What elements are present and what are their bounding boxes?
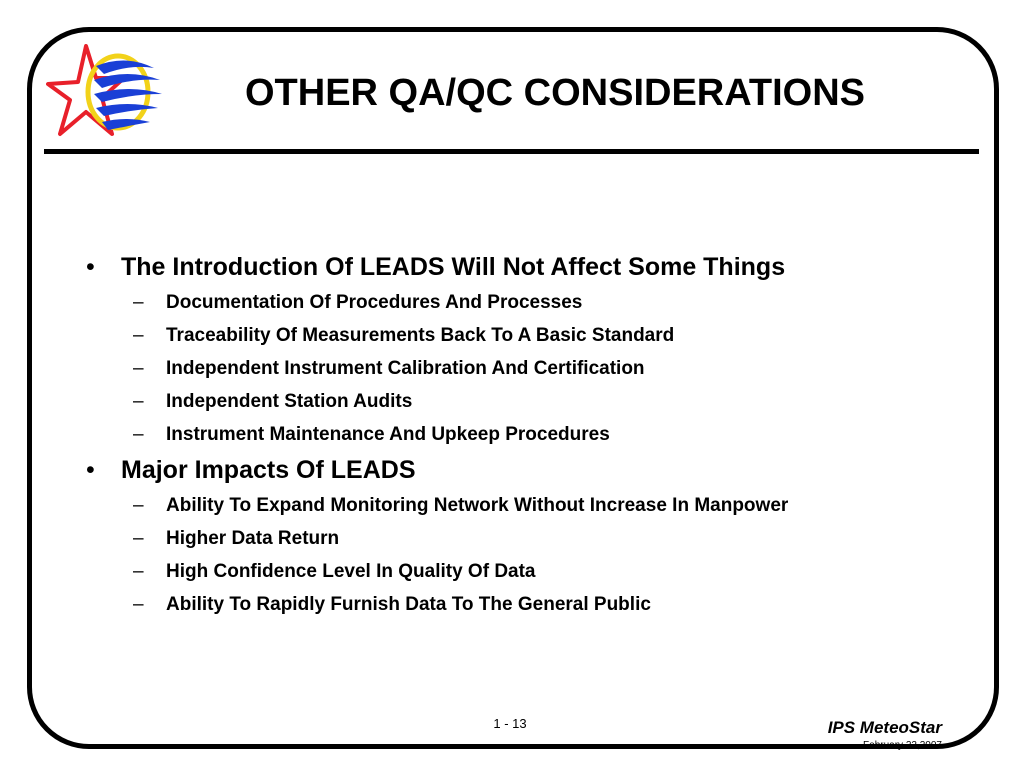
star-globe-logo-icon xyxy=(46,44,166,144)
page-number: 1 - 13 xyxy=(493,716,527,731)
sub-bullet-text: High Confidence Level In Quality Of Data xyxy=(166,561,536,582)
sub-bullet-text: Independent Instrument Calibration And Certification xyxy=(166,358,645,379)
sub-bullet-text: Ability To Expand Monitoring Network Without Increase In Manpower xyxy=(166,495,789,516)
sub-bullet-text: Instrument Maintenance And Upkeep Procedures xyxy=(166,424,610,445)
sub-bullet-mark: – xyxy=(133,292,144,313)
sub-bullet-mark: – xyxy=(133,325,144,346)
sub-bullet-item xyxy=(86,588,986,621)
footer-brand: IPS MeteoStar xyxy=(827,718,942,737)
bullet-list xyxy=(86,248,986,621)
bullet-mark: • xyxy=(86,456,95,484)
sub-bullet-text: Independent Station Audits xyxy=(166,391,413,412)
sub-bullet-item xyxy=(86,555,986,588)
slide-title: OTHER QA/QC CONSIDERATIONS xyxy=(245,72,865,114)
bullet-item xyxy=(86,451,986,489)
sub-bullet-text: Traceability Of Measurements Back To A Basic Standard xyxy=(166,325,675,346)
sub-bullet-mark: – xyxy=(133,495,144,516)
sub-bullet-item xyxy=(86,352,986,385)
sub-bullet-mark: – xyxy=(133,358,144,379)
bullet-text: The Introduction Of LEADS Will Not Affect Some Things xyxy=(121,253,786,281)
title-divider xyxy=(44,149,979,154)
bullet-mark: • xyxy=(86,253,95,281)
sub-bullet-item xyxy=(86,489,986,522)
bullet-text: Major Impacts Of LEADS xyxy=(121,456,416,484)
sub-bullet-mark: – xyxy=(133,594,144,615)
sub-bullet-item xyxy=(86,319,986,352)
bullet-item xyxy=(86,248,986,286)
footer-date: February 22,2007 xyxy=(863,740,942,751)
sub-bullet-text: Ability To Rapidly Furnish Data To The General Public xyxy=(166,594,651,615)
sub-bullet-text: Documentation Of Procedures And Processes xyxy=(166,292,583,313)
sub-bullet-item xyxy=(86,522,986,555)
sub-bullet-text: Higher Data Return xyxy=(166,528,340,549)
sub-bullet-mark: – xyxy=(133,528,144,549)
sub-bullet-item xyxy=(86,385,986,418)
sub-bullet-mark: – xyxy=(133,424,144,445)
sub-bullet-item xyxy=(86,286,986,319)
sub-bullet-mark: – xyxy=(133,391,144,412)
sub-bullet-item xyxy=(86,418,986,451)
sub-bullet-mark: – xyxy=(133,561,144,582)
